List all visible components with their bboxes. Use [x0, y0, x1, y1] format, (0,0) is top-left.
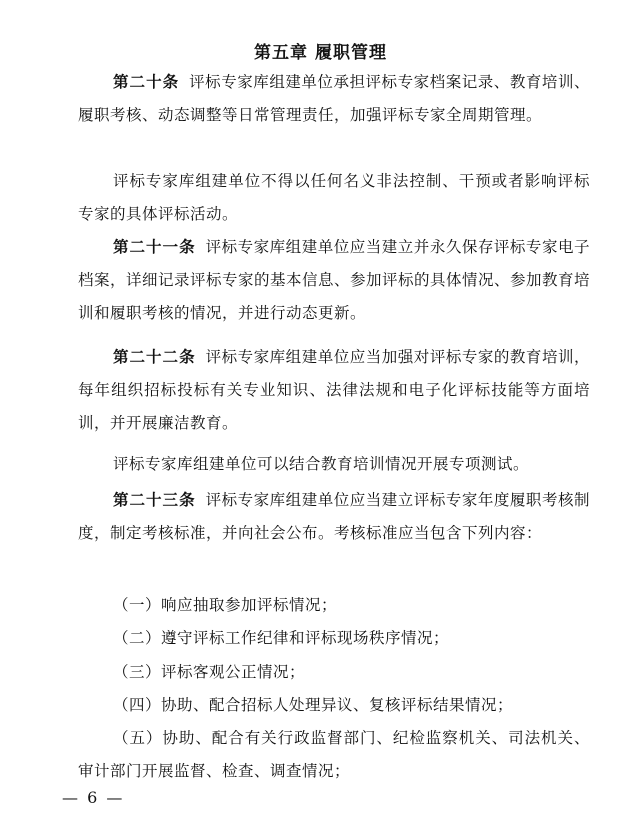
article-20-paragraph — [78, 66, 590, 132]
chapter-title: 第五章 履职管理 — [254, 43, 387, 63]
article-text: 评标专家库组建单位不得以任何名义非法控制、干预或者影响评标专家的具体评标活动。 — [78, 172, 590, 223]
article-20-paragraph-2 — [78, 165, 590, 231]
article-22-paragraph — [78, 341, 590, 440]
list-item: （二）遵守评标工作纪律和评标现场秩序情况； — [113, 629, 450, 647]
article-text: 评标专家库组建单位可以结合教育培训情况开展专项测试。 — [113, 455, 530, 473]
article-number: 第二十二条 — [113, 348, 196, 366]
list-item: （五）协助、配合有关行政监督部门、纪检监察机关、司法机关、审计部门开展监督、检查、调查情况； — [78, 729, 590, 780]
article-text: 评标专家库组建单位承担评标专家档案记录、教育培训、履职考核、动态调整等日常管理责任，加强评标专家全周期管理。 — [78, 73, 590, 124]
page-number: — 6 — — [62, 788, 125, 807]
article-number: 第二十一条 — [113, 238, 196, 256]
article-text: 评标专家库组建单位应当建立并永久保存评标专家电子档案，详细记录评标专家的基本信息、参加评标的具体情况、参加教育培训和履职考核的情况，并进行动态更新。 — [78, 238, 591, 322]
list-item: （三）评标客观公正情况； — [113, 663, 306, 681]
article-22-paragraph-2 — [78, 448, 590, 481]
list-item: （一）响应抽取参加评标情况； — [113, 596, 338, 614]
article-number: 第二十条 — [113, 73, 180, 91]
article-23-paragraph — [78, 484, 590, 550]
article-text: 评标专家库组建单位应当加强对评标专家的教育培训，每年组织招标投标有关专业知识、法律法规和电子化评标技能等方面培训，并开展廉洁教育。 — [78, 348, 590, 432]
article-text: 评标专家库组建单位应当建立评标专家年度履职考核制度，制定考核标准，并向社会公布。考核标准应当包含下列内容： — [78, 491, 590, 542]
list-item: （四）协助、配合招标人处理异议、复核评标结果情况； — [113, 696, 514, 714]
article-21-paragraph — [78, 231, 590, 330]
article-number: 第二十三条 — [113, 491, 196, 509]
